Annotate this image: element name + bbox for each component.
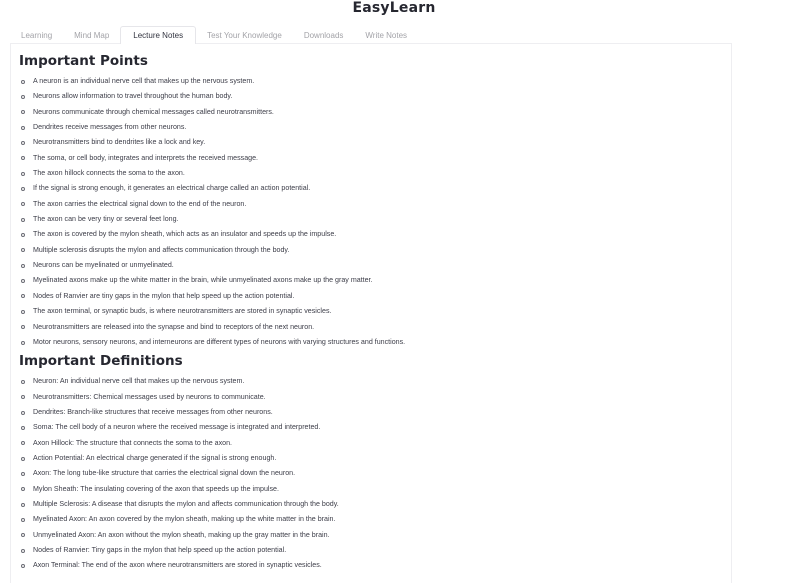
list-item-text: The soma, or cell body, integrates and interprets the received message. bbox=[33, 153, 259, 162]
list-item-text: Dendrites: Branch-like structures that receive messages from other neurons. bbox=[33, 407, 273, 416]
list-item bbox=[19, 420, 731, 435]
list-item bbox=[19, 558, 731, 573]
list-item-text: If the signal is strong enough, it generates an electrical charge called an action potential. bbox=[33, 184, 311, 193]
bullet-icon bbox=[21, 233, 25, 237]
bullet-icon bbox=[21, 202, 25, 206]
bullet-icon bbox=[21, 264, 25, 268]
tab-bar bbox=[10, 26, 418, 44]
list-item bbox=[19, 512, 731, 527]
list-item bbox=[19, 335, 731, 350]
bullet-icon bbox=[21, 187, 25, 191]
bullet-icon bbox=[21, 533, 25, 537]
important-definitions-list bbox=[19, 374, 731, 573]
bullet-icon bbox=[21, 141, 25, 145]
list-item-text: Dendrites receive messages from other neurons. bbox=[33, 123, 187, 132]
bullet-icon bbox=[21, 279, 25, 283]
list-item bbox=[19, 258, 731, 273]
bullet-icon bbox=[21, 411, 25, 415]
tab-learning[interactable]: Learning bbox=[21, 31, 53, 40]
list-item bbox=[19, 74, 731, 89]
list-item-text: Mylon Sheath: The insulating covering of the axon that speeds up the impulse. bbox=[33, 484, 279, 493]
bullet-icon bbox=[21, 426, 25, 430]
bullet-icon bbox=[21, 218, 25, 222]
bullet-icon bbox=[21, 441, 25, 445]
list-item bbox=[19, 374, 731, 389]
list-item bbox=[19, 543, 731, 558]
list-item-text: Axon: The long tube-like structure that carries the electrical signal down the neuron. bbox=[33, 469, 296, 478]
bullet-icon bbox=[21, 472, 25, 476]
list-item-text: The axon carries the electrical signal down to the end of the neuron. bbox=[33, 199, 247, 208]
list-item-text: Neurotransmitters bind to dendrites like a lock and key. bbox=[33, 138, 206, 147]
list-item-text: Neurotransmitters: Chemical messages used by neurons to communicate. bbox=[33, 392, 266, 401]
list-item bbox=[19, 243, 731, 258]
app-title: EasyLearn bbox=[352, 0, 436, 16]
tab-test-your-knowledge[interactable]: Test Your Knowledge bbox=[207, 31, 282, 40]
list-item-text: Neurons can be myelinated or unmyelinated. bbox=[33, 261, 174, 270]
list-item-text: Myelinated Axon: An axon covered by the mylon sheath, making up the white matter in the brain. bbox=[33, 515, 336, 524]
important-points-list bbox=[19, 74, 731, 350]
list-item-text: Nodes of Ranvier: Tiny gaps in the mylon that help speed up the action potential. bbox=[33, 545, 287, 554]
bullet-icon bbox=[21, 325, 25, 329]
list-item bbox=[19, 151, 731, 166]
list-item bbox=[19, 304, 731, 319]
list-item bbox=[19, 451, 731, 466]
bullet-icon bbox=[21, 294, 25, 298]
list-item-text: Axon Hillock: The structure that connects the soma to the axon. bbox=[33, 438, 232, 447]
list-item-text: Motor neurons, sensory neurons, and interneurons are different types of neurons with varying structures and functions. bbox=[33, 337, 406, 346]
list-item bbox=[19, 466, 731, 481]
list-item bbox=[19, 120, 731, 135]
list-item bbox=[19, 105, 731, 120]
bullet-icon bbox=[21, 341, 25, 345]
list-item-text: Soma: The cell body of a neuron where the received message is integrated and interpreted. bbox=[33, 423, 321, 432]
list-item bbox=[19, 135, 731, 150]
list-item-text: Neurotransmitters are released into the synapse and bind to receptors of the next neuron. bbox=[33, 322, 315, 331]
list-item bbox=[19, 166, 731, 181]
list-item-text: Neuron: An individual nerve cell that makes up the nervous system. bbox=[33, 377, 245, 386]
bullet-icon bbox=[21, 380, 25, 384]
list-item bbox=[19, 273, 731, 288]
tab-downloads[interactable]: Downloads bbox=[303, 31, 344, 40]
list-item-text: Multiple Sclerosis: A disease that disrupts the mylon and affects communication through the body. bbox=[33, 499, 339, 508]
list-item-text: Myelinated axons make up the white matter in the brain, while unmyelinated axons make up the gray matter. bbox=[33, 276, 373, 285]
list-item bbox=[19, 212, 731, 227]
bullet-icon bbox=[21, 95, 25, 99]
list-item-text: The axon terminal, or synaptic buds, is where neurotransmitters are stored in synaptic vesicles. bbox=[33, 307, 332, 316]
list-item bbox=[19, 320, 731, 335]
list-item-text: Unmyelinated Axon: An axon without the mylon sheath, making up the gray matter in the brain. bbox=[33, 530, 330, 539]
bullet-icon bbox=[21, 248, 25, 252]
list-item bbox=[19, 227, 731, 242]
list-item-text: Neurons allow information to travel throughout the human body. bbox=[33, 92, 233, 101]
list-item bbox=[19, 181, 731, 196]
list-item bbox=[19, 89, 731, 104]
list-item bbox=[19, 405, 731, 420]
bullet-icon bbox=[21, 80, 25, 84]
bullet-icon bbox=[21, 310, 25, 314]
list-item-text: Neurons communicate through chemical messages called neurotransmitters. bbox=[33, 107, 274, 116]
list-item-text: The axon hillock connects the soma to the axon. bbox=[33, 169, 185, 178]
bullet-icon bbox=[21, 487, 25, 491]
bullet-icon bbox=[21, 457, 25, 461]
bullet-icon bbox=[21, 503, 25, 507]
list-item-text: The axon can be very tiny or several feet long. bbox=[33, 215, 179, 224]
bullet-icon bbox=[21, 172, 25, 176]
bullet-icon bbox=[21, 518, 25, 522]
list-item-text: The axon is covered by the mylon sheath, which acts as an insulator and speeds up the impulse. bbox=[33, 230, 337, 239]
bullet-icon bbox=[21, 110, 25, 114]
list-item-text: Axon Terminal: The end of the axon where neurotransmitters are stored in synaptic vesicles. bbox=[33, 561, 322, 570]
tab-lecture-notes[interactable]: Lecture Notes bbox=[120, 26, 196, 44]
tab-write-notes[interactable]: Write Notes bbox=[365, 31, 408, 40]
bullet-icon bbox=[21, 564, 25, 568]
list-item-text: Multiple sclerosis disrupts the mylon and affects communication through the body. bbox=[33, 245, 290, 254]
list-item bbox=[19, 289, 731, 304]
tab-mind-map[interactable]: Mind Map bbox=[74, 31, 110, 40]
bullet-icon bbox=[21, 549, 25, 553]
list-item bbox=[19, 436, 731, 451]
list-item-text: Action Potential: An electrical charge generated if the signal is strong enough. bbox=[33, 453, 277, 462]
bullet-icon bbox=[21, 126, 25, 130]
list-item bbox=[19, 497, 731, 512]
list-item bbox=[19, 390, 731, 405]
important-points-heading: Important Points bbox=[19, 53, 148, 69]
list-item bbox=[19, 528, 731, 543]
list-item bbox=[19, 197, 731, 212]
bullet-icon bbox=[21, 156, 25, 160]
bullet-icon bbox=[21, 395, 25, 399]
list-item-text: A neuron is an individual nerve cell that makes up the nervous system. bbox=[33, 77, 255, 85]
important-definitions-heading: Important Definitions bbox=[19, 353, 183, 370]
list-item bbox=[19, 482, 731, 497]
list-item-text: Nodes of Ranvier are tiny gaps in the mylon that help speed up the action potential. bbox=[33, 291, 295, 300]
lecture-notes-panel bbox=[10, 43, 732, 583]
